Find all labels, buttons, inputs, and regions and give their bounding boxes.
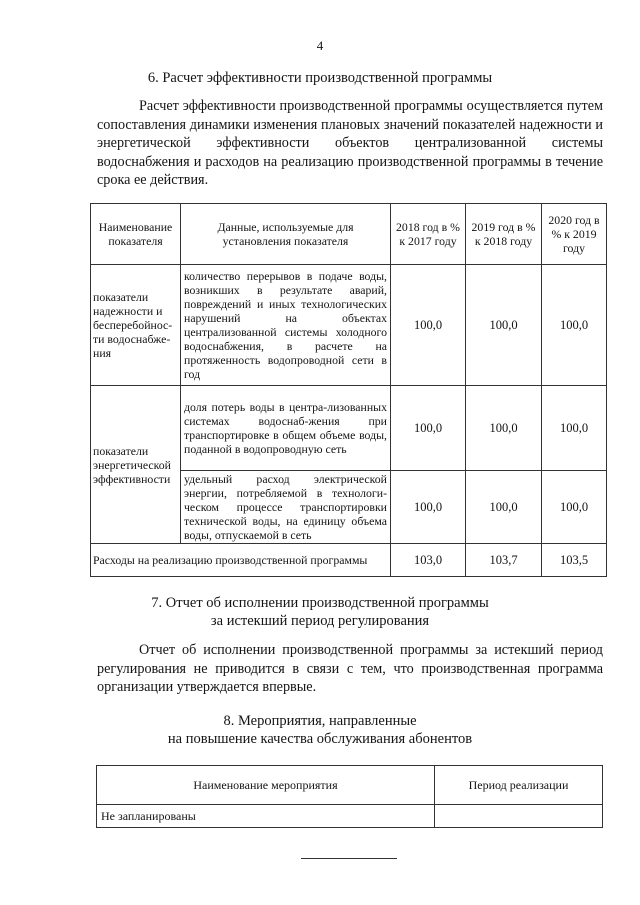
section-7-title-line1: 7. Отчет об исполнении производственной программы <box>151 595 489 611</box>
value-2019: 100,0 <box>466 386 542 471</box>
section-7-title-line2: за истекший период регулирования <box>210 613 430 629</box>
measures-table <box>96 765 603 828</box>
header-implementation-period: Период реализации <box>435 766 603 805</box>
header-2019: 2019 год в % к 2018 году <box>466 204 542 265</box>
value-2020: 100,0 <box>542 471 607 544</box>
section-8-title-line1: 8. Мероприятия, направленные <box>223 713 417 729</box>
section-6-paragraph: Расчет эффективности производственной программы осуществляется путем сопоставления динамики изменения плановых значений показателей надежности и энергетической эффективности объектов централизованной системы водоснабжения и расходов на реализацию производственной программы в течение срока ее действия. <box>97 98 603 188</box>
row-name-expenses: Расходы на реализацию производственной программы <box>91 544 391 577</box>
value-2018: 100,0 <box>391 471 466 544</box>
section-6-title <box>0 69 640 87</box>
header-measure-name: Наименование мероприятия <box>97 766 435 805</box>
footer-rule <box>301 858 397 859</box>
value-2018: 100,0 <box>391 265 466 386</box>
value-2020: 100,0 <box>542 386 607 471</box>
section-7-paragraph: Отчет об исполнении производственной программы за истекший период регулирования не приводится в связи с тем, что производственная программа организации утверждается впервые. <box>97 642 603 695</box>
row-data-water-losses: доля потерь воды в центра-лизованных системах водоснаб-жения при транспортировке в общем объеме воды, поданной в водопроводную сеть <box>181 386 391 471</box>
row-data-electricity: удельный расход электрической энергии, потребляемой в технологи-ческом процессе транспортировки технической воды, на единицу объема воды, отпускаемой в сеть <box>181 471 391 544</box>
table-row <box>91 386 607 471</box>
page-number: 4 <box>316 38 324 53</box>
table-row <box>91 265 607 386</box>
row-name-energy-efficiency: показатели энергетической эффективности <box>91 386 181 544</box>
value-2020: 100,0 <box>542 265 607 386</box>
header-data-used: Данные, используемые для установления показателя <box>181 204 391 265</box>
row-name-reliability: показатели надежности и бесперебойнос-ти водоснабже-ния <box>91 265 181 386</box>
value-2019: 100,0 <box>466 471 542 544</box>
section-7-title <box>0 594 640 630</box>
section-8-title <box>0 712 640 748</box>
value-2018: 103,0 <box>391 544 466 577</box>
value-2019: 103,7 <box>466 544 542 577</box>
section-6-title-text: 6. Расчет эффективности производственной программы <box>147 70 493 86</box>
row-data-interruptions: количество перерывов в подаче воды, возникших в результате аварий, повреждений и иных технологических нарушений на объектах централизованной системы холодного водоснабжения, в расчете на протяженность водопроводной сети в год <box>181 265 391 386</box>
table-header-row <box>97 766 603 805</box>
table-row-expenses <box>91 544 607 577</box>
value-2020: 103,5 <box>542 544 607 577</box>
measure-cell: Не запланированы <box>97 805 435 828</box>
value-2019: 100,0 <box>466 265 542 386</box>
table-row <box>97 805 603 828</box>
value-2018: 100,0 <box>391 386 466 471</box>
header-2020: 2020 год в % к 2019 году <box>542 204 607 265</box>
table-header-row <box>91 204 607 265</box>
period-cell <box>435 805 603 828</box>
efficiency-table <box>90 203 607 577</box>
header-indicator-name: Наименование показателя <box>91 204 181 265</box>
header-2018: 2018 год в % к 2017 году <box>391 204 466 265</box>
section-8-title-line2: на повышение качества обслуживания абонентов <box>167 731 473 747</box>
